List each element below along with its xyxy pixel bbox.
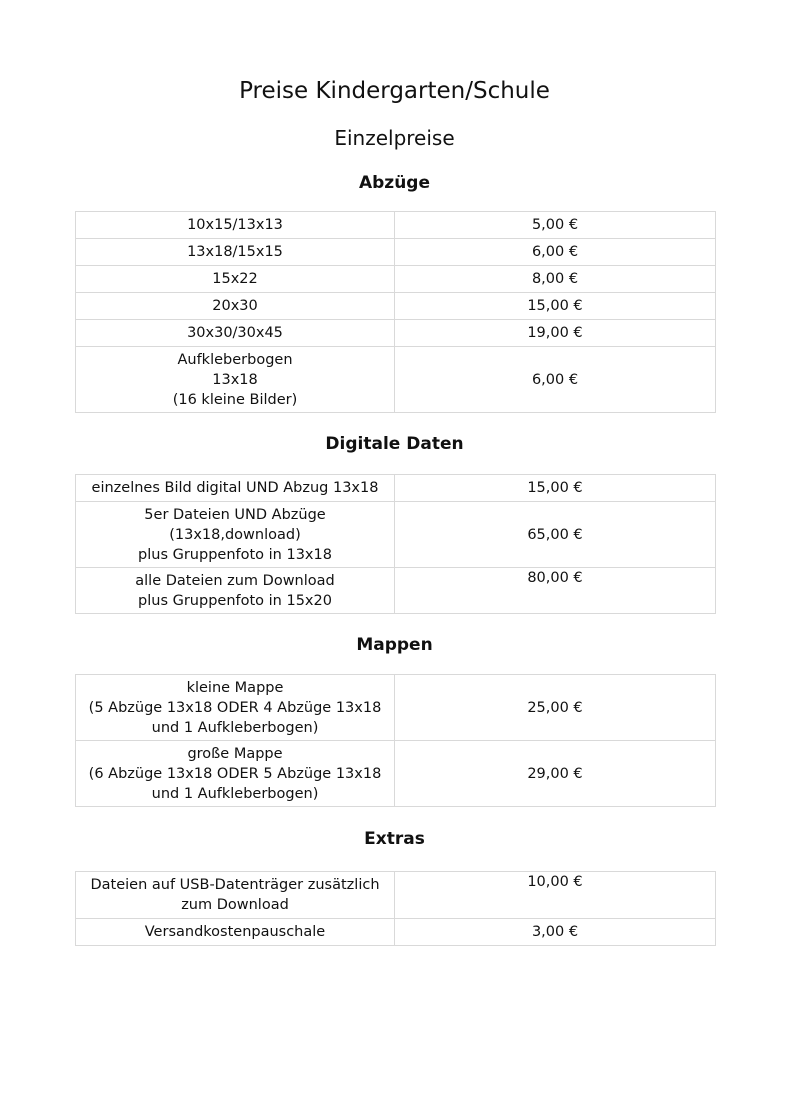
item-price: 8,00 €	[395, 266, 716, 293]
item-price: 25,00 €	[395, 675, 716, 741]
item-label-line: (5 Abzüge 13x18 ODER 4 Abzüge 13x18	[88, 699, 382, 716]
section-heading-abzuege: Abzüge	[358, 173, 431, 193]
item-price: 5,00 €	[395, 212, 716, 239]
section-heading-mappen: Mappen	[356, 635, 433, 655]
table-row	[76, 266, 716, 293]
item-label-line: 15x22	[212, 271, 258, 287]
item-label-line: und 1 Aufkleberbogen)	[151, 785, 319, 802]
item-label-line: 30x30/30x45	[187, 325, 283, 341]
item-label-line: (6 Abzüge 13x18 ODER 5 Abzüge 13x18	[88, 765, 382, 782]
item-label-line: 10x15/13x13	[187, 217, 283, 233]
table-row	[76, 568, 716, 614]
item-label-line: einzelnes Bild digital UND Abzug 13x18	[91, 480, 379, 496]
item-label	[76, 919, 395, 946]
item-label-line: 5er Dateien UND Abzüge	[144, 506, 326, 523]
item-price: 65,00 €	[395, 502, 716, 568]
item-price: 80,00 €	[395, 568, 716, 614]
table-row	[76, 675, 716, 741]
item-label	[76, 675, 395, 741]
table-row	[76, 919, 716, 946]
table-row	[76, 239, 716, 266]
item-label-line: plus Gruppenfoto in 15x20	[138, 592, 332, 609]
section-heading-digitale-daten: Digitale Daten	[325, 434, 464, 454]
item-price: 15,00 €	[395, 475, 716, 502]
table-row	[76, 741, 716, 807]
item-label	[76, 475, 395, 502]
table-row	[76, 502, 716, 568]
item-price: 15,00 €	[395, 293, 716, 320]
item-label-line: (13x18,download)	[169, 526, 301, 543]
item-label-line: Dateien auf USB-Datenträger zusätzlich	[90, 877, 380, 893]
page-subtitle: Einzelpreise	[334, 126, 455, 150]
page-title: Preise Kindergarten/Schule	[239, 78, 550, 104]
item-price: 6,00 €	[395, 239, 716, 266]
item-price: 10,00 €	[395, 872, 716, 919]
item-label	[76, 502, 395, 568]
item-label-line: Aufkleberbogen	[177, 351, 293, 368]
item-label-line: kleine Mappe	[186, 679, 284, 696]
price-table-extras	[75, 871, 716, 946]
item-label-line: Versandkostenpauschale	[144, 924, 326, 940]
item-price: 29,00 €	[395, 741, 716, 807]
item-label-line: 20x30	[212, 298, 258, 314]
item-price: 6,00 €	[395, 347, 716, 413]
item-label-line: und 1 Aufkleberbogen)	[151, 719, 319, 736]
item-label	[76, 320, 395, 347]
item-label-line: alle Dateien zum Download	[135, 572, 335, 589]
item-label-line: zum Download	[181, 897, 289, 913]
table-row	[76, 475, 716, 502]
price-table-mappen	[75, 674, 716, 807]
price-table-abzuege	[75, 211, 716, 413]
item-label-line: (16 kleine Bilder)	[172, 391, 298, 408]
table-row	[76, 212, 716, 239]
item-label-line: plus Gruppenfoto in 13x18	[138, 546, 332, 563]
table-row	[76, 320, 716, 347]
item-label-line: 13x18	[212, 371, 258, 388]
item-label	[76, 212, 395, 239]
item-label	[76, 872, 395, 919]
table-row	[76, 872, 716, 919]
item-label	[76, 239, 395, 266]
table-row	[76, 293, 716, 320]
item-label	[76, 741, 395, 807]
item-label	[76, 266, 395, 293]
item-label	[76, 293, 395, 320]
item-label	[76, 568, 395, 614]
item-price: 19,00 €	[395, 320, 716, 347]
item-label	[76, 347, 395, 413]
item-price: 3,00 €	[395, 919, 716, 946]
price-table-digitale-daten	[75, 474, 716, 614]
item-label-line: 13x18/15x15	[187, 244, 283, 260]
table-row	[76, 347, 716, 413]
section-heading-extras: Extras	[364, 829, 425, 849]
item-label-line: große Mappe	[187, 745, 283, 762]
